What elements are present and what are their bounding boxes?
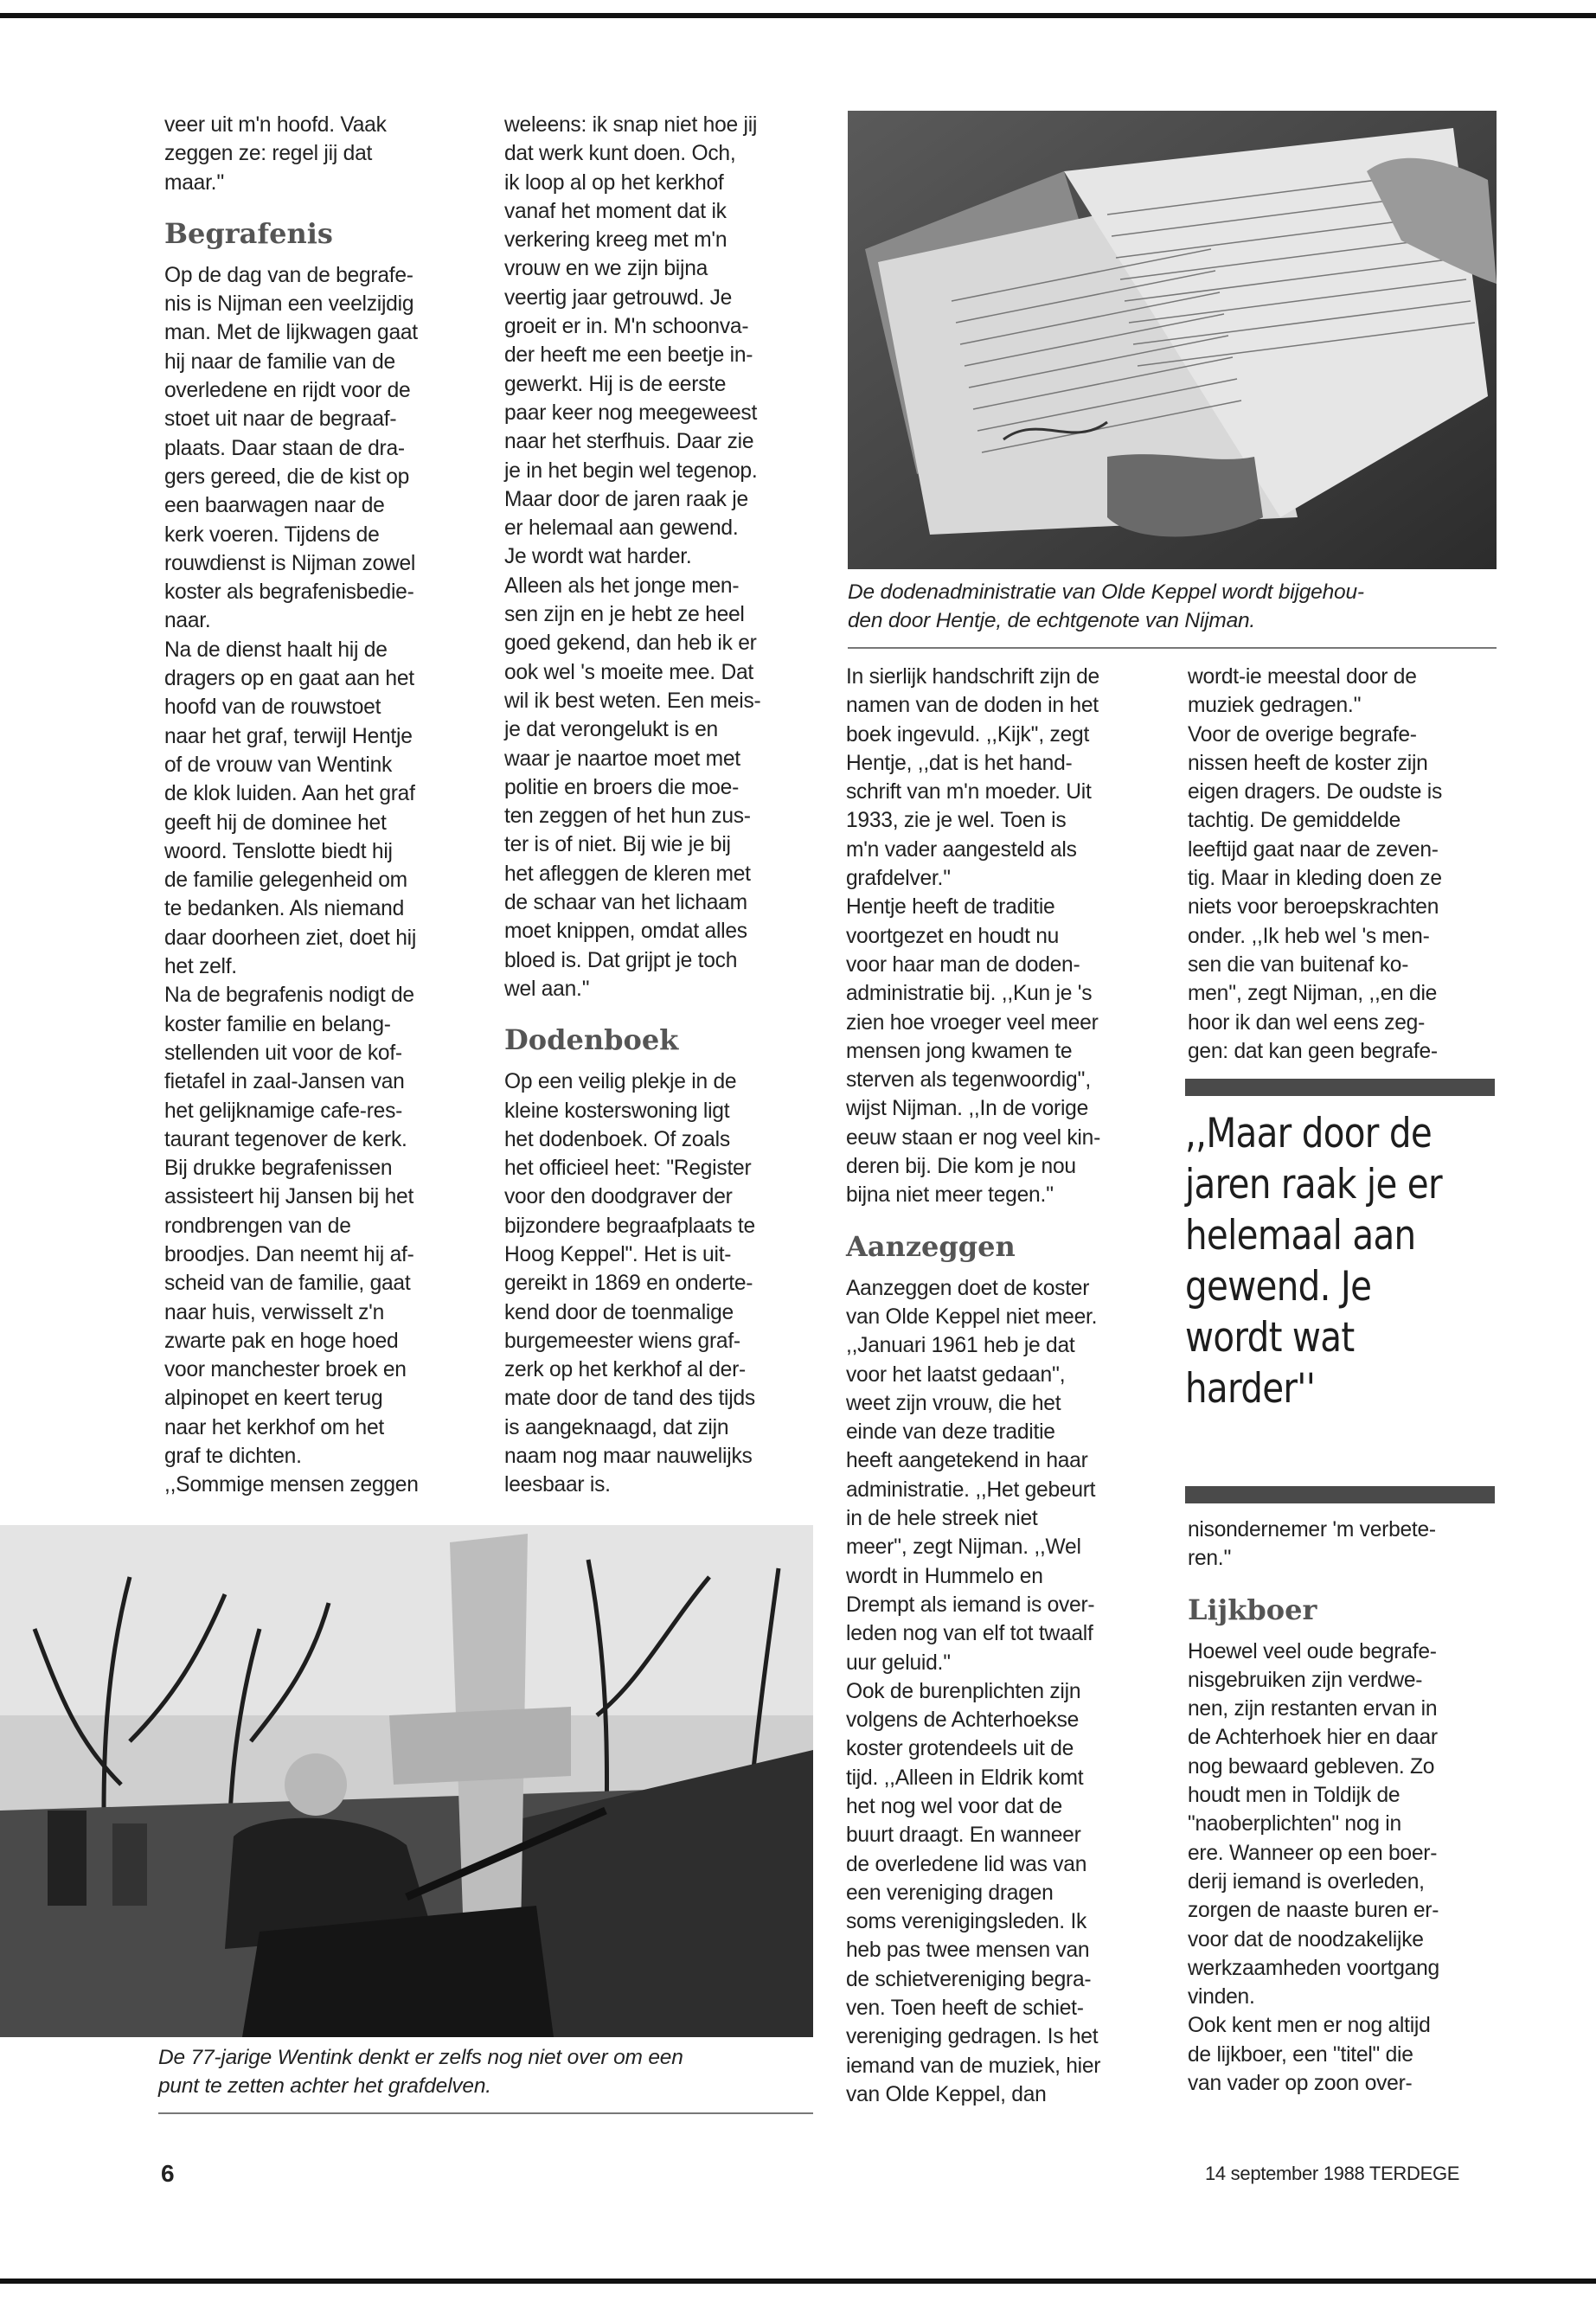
text-line: de schietvereniging begra- (846, 1967, 1092, 1991)
text-line: uur geluid.'' (846, 1650, 951, 1675)
text-line: bijna niet meer tegen.'' (846, 1183, 1054, 1208)
text-line: taurant tegenover de kerk. (164, 1127, 407, 1151)
text-line: vinden. (1188, 1985, 1255, 2009)
text-line: burgemeester wiens graf- (504, 1329, 740, 1353)
text-line: het afleggen de kleren met (504, 862, 751, 886)
col4-body-1 (1188, 663, 1499, 1066)
text-line: houdt men in Toldijk de (1188, 1784, 1401, 1808)
text-line: gewerkt. Hij is de eerste (504, 372, 727, 396)
text-line: stoet uit naar de begraaf- (164, 407, 397, 432)
text-line: derij iemand is overleden, (1188, 1869, 1425, 1894)
text-line: nisgebruiken zijn verdwe- (1188, 1668, 1423, 1692)
text-line: nog bewaard gebleven. Zo (1188, 1754, 1435, 1779)
text-line: van vader op zoon over- (1188, 2072, 1413, 2096)
ledger-photo-caption: De dodenadministratie van Olde Keppel wordt bijgehou- den door Hentje, de echtgenote van Nijman. (848, 580, 1364, 632)
text-line: er helemaal aan gewend. (504, 516, 739, 541)
text-line: Hentje heeft de traditie (846, 895, 1055, 920)
text-line: moet knippen, omdat alles (504, 920, 747, 944)
col3-body-2 (846, 1274, 1157, 2110)
gravedigger-illustration (0, 1525, 813, 2037)
text-line: de lijkboer, een "titel" die (1188, 2042, 1413, 2067)
text-line: eeuw staan er nog veel kin- (846, 1125, 1101, 1150)
text-line: naam nog maar nauwelijks (504, 1445, 753, 1469)
text-line: ven. Toen heeft de schiet- (846, 1997, 1084, 2021)
text-line: muziek gedragen.'' (1188, 694, 1362, 718)
col1-intro: veer uit m'n hoofd. Vaak zeggen ze: regel jij dat maar.'' (164, 113, 387, 195)
text-line: veertig jaar getrouwd. Je (504, 285, 733, 310)
heading-begrafenis: Begrafenis (164, 216, 333, 250)
text-line: groeit er in. M'n schoonva- (504, 315, 749, 339)
text-line: grafdelver.'' (846, 867, 951, 891)
ledger-photo (848, 111, 1497, 569)
text-line: kend door de toenmalige (504, 1300, 734, 1324)
text-line: soms verenigingsleden. Ik (846, 1910, 1087, 1934)
text-line: gereikt in 1869 en onderte- (504, 1272, 753, 1296)
heading-dodenboek: Dodenboek (504, 1023, 679, 1057)
text-line: of de vrouw van Wentink (164, 753, 393, 777)
text-line: leesbaar is. (504, 1473, 611, 1497)
text-line: Ook kent men er nog altijd (1188, 2014, 1431, 2038)
text-line: van Olde Keppel niet meer. (846, 1304, 1098, 1329)
text-line: Aanzeggen doet de koster (846, 1276, 1090, 1300)
text-line: zien hoe vroeger veel meer (846, 1010, 1099, 1035)
text-line: men'', zegt Nijman, ,,en die (1188, 982, 1438, 1006)
text-line: man. Met de lijkwagen gaat (164, 321, 418, 345)
text-line: koster als begrafenisbedie- (164, 580, 414, 605)
page-number: 6 (161, 2160, 175, 2187)
text-line: dragers op en gaat aan het (164, 667, 414, 691)
text-line: is aangeknaagd, dat zijn (504, 1415, 729, 1439)
text-line: In sierlijk handschrift zijn de (846, 665, 1099, 689)
text-line: naar. (164, 609, 211, 633)
text-line: "naoberplichten" nog in (1188, 1812, 1401, 1836)
text-line: niets voor beroepskrachten (1188, 895, 1439, 920)
caption-rule-top (848, 647, 1497, 649)
text-line: een baarwagen naar de (164, 494, 385, 518)
text-line: vereniging gedragen. Is het (846, 2025, 1099, 2049)
text-line: einde van deze traditie (846, 1420, 1055, 1445)
text-line: ,,Januari 1961 heb je dat (846, 1334, 1075, 1358)
text-line: Na de begrafenis nodigt de (164, 984, 414, 1008)
text-line: Hentje, ,,dat is het hand- (846, 751, 1073, 775)
text-line: Ook de burenplichten zijn (846, 1679, 1081, 1703)
text-line: kleine kosterswoning ligt (504, 1099, 730, 1123)
text-line: onder. ,,Ik heb wel 's men- (1188, 924, 1430, 948)
text-line: bloed is. Dat grijpt je toch (504, 948, 738, 972)
gravedigger-photo-caption: De 77-jarige Wentink denkt er zelfs nog niet over om een punt te zetten achter het grafdelven. (158, 2046, 683, 2098)
text-line: assisteert hij Jansen bij het (164, 1185, 414, 1209)
text-line: ren.'' (1188, 1547, 1232, 1571)
text-line: nisondernemer 'm verbete- (1188, 1518, 1436, 1541)
text-line: naar het graf, terwijl Hentje (164, 724, 413, 748)
text-line: gen: dat kan geen begrafe- (1188, 1039, 1438, 1063)
column-4-continued (1188, 1516, 1499, 2098)
text-line: broodjes. Dan neemt hij af- (164, 1242, 414, 1266)
text-line: administratie bij. ,,Kun je 's (846, 982, 1093, 1006)
text-line: je in het begin wel tegenop. (504, 458, 758, 483)
text-line: de klok luiden. Aan het graf (164, 782, 415, 806)
text-line: hoor ik dan wel eens zeg- (1188, 1010, 1426, 1035)
text-line: het dodenboek. Of zoals (504, 1127, 730, 1151)
text-line: ,,Sommige mensen zeggen (164, 1473, 419, 1497)
col4-body-3 (1188, 1638, 1499, 2099)
text-line: Na de dienst haalt hij de (164, 638, 388, 662)
text-line: Op de dag van de begrafe- (164, 263, 413, 287)
text-line: deren bij. Die kom je nou (846, 1155, 1076, 1179)
text-line: ter is of niet. Bij wie je bij (504, 833, 731, 857)
text-line: het zelf. (164, 955, 237, 979)
text-line: mate door de tand des tijds (504, 1387, 755, 1411)
text-line: ere. Wanneer op een boer- (1188, 1841, 1438, 1865)
text-line: de overledene lid was van (846, 1852, 1087, 1876)
text-line: Je wordt wat harder. (504, 545, 692, 569)
text-line: te bedanken. Als niemand (164, 897, 405, 921)
text-line: mensen jong kwamen te (846, 1039, 1073, 1063)
col1-body (164, 261, 467, 1500)
text-line: Op een veilig plekje in de (504, 1070, 737, 1094)
text-line: verkering kreeg met m'n (504, 228, 727, 253)
text-line: nis is Nijman een veelzijdig (164, 292, 414, 317)
text-line: volgens de Achterhoekse (846, 1708, 1080, 1733)
pull-quote: ,,Maar door de jaren raak je er helemaal aan gewend. Je wordt wat harder'' (1185, 1110, 1442, 1413)
text-line: sen zijn en je hebt ze heel (504, 603, 745, 627)
text-line: wil ik best weten. Een meis- (504, 689, 761, 713)
text-line: gers gereed, die de kist op (164, 465, 410, 489)
top-rule (0, 13, 1596, 18)
text-line: wordt in Hummelo en (846, 1564, 1043, 1588)
text-line: boek ingevuld. ,,Kijk'', zegt (846, 722, 1090, 747)
text-line: sterven als tegenwoordig'', (846, 1068, 1091, 1093)
pull-quote-top-bar (1185, 1079, 1495, 1096)
text-line: het nog wel voor dat de (846, 1794, 1062, 1818)
text-line: werkzaamheden voortgang (1188, 1956, 1439, 1980)
text-line: alpinopet en keert terug (164, 1387, 383, 1411)
text-line: voor haar man de doden- (846, 952, 1080, 977)
text-line: vanaf het moment dat ik (504, 199, 727, 223)
text-line: leden nog van elf tot twaalf (846, 1622, 1093, 1646)
text-line: paar keer nog meegeweest (504, 401, 758, 425)
text-line: weet zijn vrouw, die het (846, 1391, 1061, 1415)
text-line: voor manchester broek en (164, 1358, 407, 1382)
text-line: voor dat de noodzakelijke (1188, 1927, 1424, 1952)
text-line: ten zeggen of het hun zus- (504, 804, 751, 829)
text-line: namen van de doden in het (846, 694, 1099, 718)
heading-aanzeggen: Aanzeggen (846, 1229, 1016, 1263)
col3-body-1 (846, 663, 1157, 1210)
text-line: dat werk kunt doen. Och, (504, 142, 736, 166)
text-line: administratie. ,,Het gebeurt (846, 1477, 1096, 1502)
text-line: goed gekend, dan heb ik er (504, 631, 757, 656)
text-line: der heeft me een beetje in- (504, 343, 753, 368)
col2-body-2 (504, 1067, 816, 1499)
text-line: nissen heeft de koster zijn (1188, 751, 1428, 775)
text-line: politie en broers die moe- (504, 775, 740, 799)
text-line: tijd. ,,Alleen in Eldrik komt (846, 1766, 1084, 1790)
bottom-rule (0, 2279, 1596, 2284)
text-line: graf te dichten. (164, 1445, 302, 1469)
heading-lijkboer: Lijkboer (1188, 1593, 1317, 1626)
text-line: zwarte pak en hoge hoed (164, 1329, 399, 1353)
text-line: sen die van buitenaf ko- (1188, 952, 1409, 977)
text-line: scheid van de familie, gaat (164, 1272, 411, 1296)
text-line: Voor de overige begrafe- (1188, 722, 1417, 747)
text-line: zerk op het kerkhof al der- (504, 1358, 746, 1382)
text-line: het gelijknamige cafe-res- (164, 1099, 403, 1123)
column-4 (1188, 663, 1499, 1066)
text-line: voortgezet en houdt nu (846, 924, 1060, 948)
column-1 (164, 111, 467, 1500)
text-line: Alleen als het jonge men- (504, 574, 740, 598)
text-line: Drempt als iemand is over- (846, 1593, 1095, 1617)
text-line: m'n vader aangesteld als (846, 837, 1077, 862)
text-line: heb pas twee mensen van (846, 1939, 1090, 1963)
text-line: naar het sterfhuis. Daar zie (504, 430, 754, 454)
text-line: plaats. Daar staan de dra- (164, 436, 405, 460)
text-line: leeftijd gaat naar de zeven- (1188, 837, 1439, 862)
text-line: van Olde Keppel, dan (846, 2082, 1047, 2106)
text-line: ik loop al op het kerkhof (504, 170, 724, 195)
text-line: koster grotendeels uit de (846, 1737, 1074, 1761)
text-line: kerk voeren. Tijdens de (164, 522, 380, 547)
text-line: rouwdienst is Nijman zowel (164, 551, 416, 575)
text-line: meer'', zegt Nijman. ,,Wel (846, 1535, 1081, 1560)
text-line: koster familie en belang- (164, 1012, 391, 1036)
text-line: ook wel 's moeite mee. Dat (504, 660, 753, 684)
text-line: hoofd van de rouwstoet (164, 695, 381, 720)
text-line: eigen dragers. De oudste is (1188, 780, 1443, 804)
text-line: weleens: ik snap niet hoe jij (504, 113, 758, 137)
text-line: waar je naartoe moet met (504, 747, 740, 771)
text-line: bijzondere begraafplaats te (504, 1214, 755, 1238)
text-line: fietafel in zaal-Jansen van (164, 1070, 405, 1094)
column-3 (846, 663, 1157, 2109)
pull-quote-bottom-bar (1185, 1486, 1495, 1503)
text-line: Bij drukke begrafenissen (164, 1157, 393, 1181)
col4-body-2 (1188, 1516, 1499, 1574)
text-line: in de hele streek niet (846, 1507, 1038, 1531)
text-line: tachtig. De gemiddelde (1188, 809, 1401, 833)
text-line: stellenden uit voor de kof- (164, 1041, 402, 1065)
text-line: de Achterhoek hier en daar (1188, 1726, 1438, 1750)
text-line: wijst Nijman. ,,In de vorige (846, 1097, 1089, 1121)
caption-rule-bottom (158, 2112, 813, 2114)
text-line: tig. Maar in kleding doen ze (1188, 867, 1442, 891)
text-line: schrift van m'n moeder. Uit (846, 780, 1092, 804)
text-line: voor den doodgraver der (504, 1185, 733, 1209)
text-line: buurt draagt. En wanneer (846, 1823, 1081, 1848)
text-line: daar doorheen ziet, doet hij (164, 926, 417, 950)
text-line: een vereniging dragen (846, 1881, 1054, 1905)
text-line: vrouw en we zijn bijna (504, 257, 708, 281)
ledger-illustration (848, 111, 1497, 569)
text-line: naar het kerkhof om het (164, 1415, 384, 1439)
col2-body-1 (504, 111, 816, 1003)
text-line: naar huis, verwisselt z'n (164, 1300, 385, 1324)
text-line: overledene en rijdt voor de (164, 379, 411, 403)
text-line: iemand van de muziek, hier (846, 2054, 1101, 2078)
text-line: wel aan.'' (504, 977, 590, 1001)
text-line: Hoewel veel oude begrafe- (1188, 1639, 1437, 1663)
text-line: hij naar de familie van de (164, 349, 395, 374)
column-2 (504, 111, 816, 1500)
issue-line: 14 september 1988 TERDEGE (1205, 2163, 1460, 2184)
gravedigger-photo (0, 1525, 813, 2037)
text-line: voor het laatst gedaan'', (846, 1362, 1066, 1387)
text-line: heeft aangetekend in haar (846, 1449, 1088, 1473)
text-line: het officieel heet: "Register (504, 1157, 752, 1181)
text-line: wordt-ie meestal door de (1188, 665, 1417, 689)
text-line: woord. Tenslotte biedt hij (164, 839, 393, 863)
text-line: je dat verongelukt is en (504, 718, 718, 742)
text-line: nen, zijn restanten ervan in (1188, 1697, 1438, 1721)
text-line: de familie gelegenheid om (164, 868, 407, 893)
text-line: Hoog Keppel". Het is uit- (504, 1242, 732, 1266)
text-line: zorgen de naaste buren er- (1188, 1899, 1439, 1923)
text-line: geeft hij de dominee het (164, 811, 387, 835)
text-line: 1933, zie je wel. Toen is (846, 809, 1067, 833)
text-line: Maar door de jaren raak je (504, 487, 748, 511)
text-line: de schaar van het lichaam (504, 891, 747, 915)
text-line: rondbrengen van de (164, 1214, 351, 1238)
